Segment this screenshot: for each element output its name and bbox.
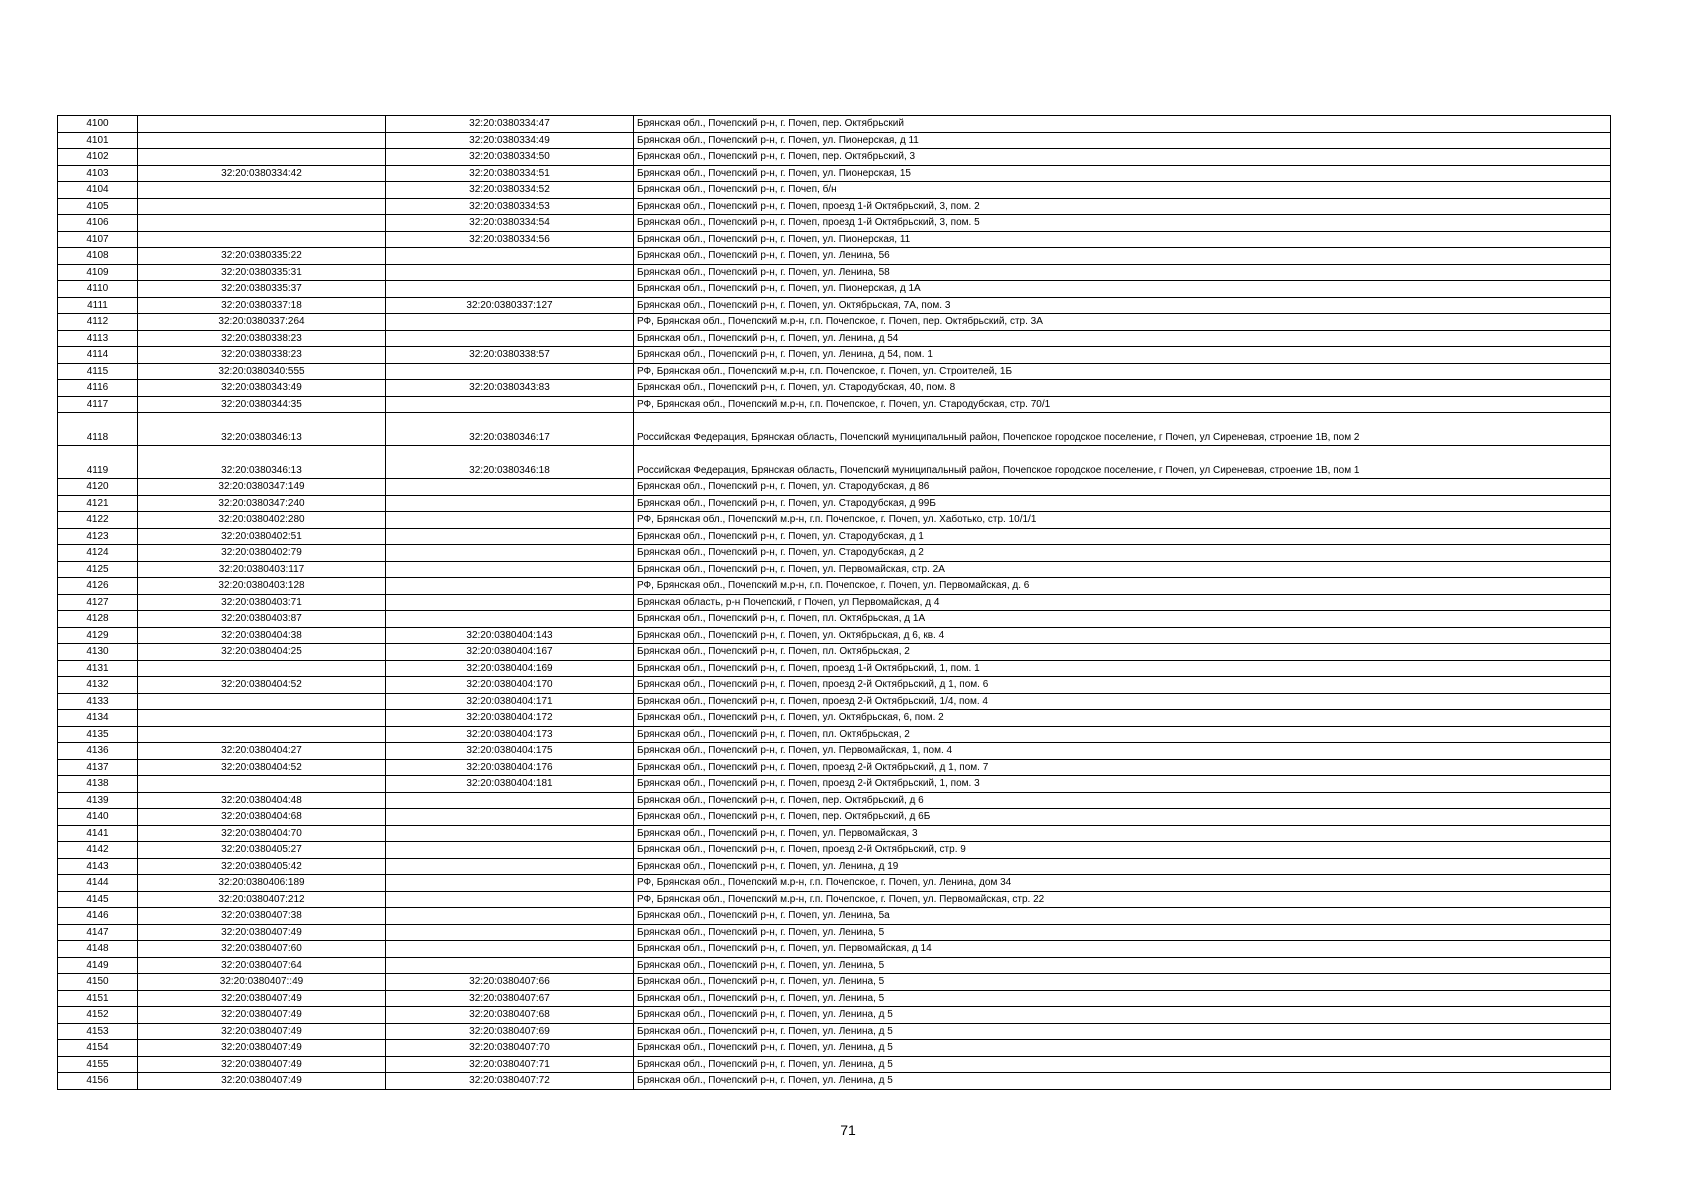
land-cadastral-number-cell: 32:20:0380407:49 — [138, 1073, 386, 1090]
table-row — [58, 792, 1611, 809]
land-cadastral-number-cell: 32:20:0380403:71 — [138, 594, 386, 611]
table-row — [58, 776, 1611, 793]
row-number-cell: 4138 — [58, 776, 138, 793]
table-row — [58, 627, 1611, 644]
row-number-cell: 4110 — [58, 281, 138, 298]
table-row — [58, 528, 1611, 545]
land-cadastral-number-cell: 32:20:0380407:49 — [138, 924, 386, 941]
table-row — [58, 297, 1611, 314]
row-number-cell: 4112 — [58, 314, 138, 331]
row-number-cell: 4144 — [58, 875, 138, 892]
building-cadastral-number-cell: 32:20:0380407:68 — [386, 1007, 634, 1024]
table-row — [58, 561, 1611, 578]
land-cadastral-number-cell: 32:20:0380338:23 — [138, 330, 386, 347]
land-cadastral-number-cell: 32:20:0380334:42 — [138, 165, 386, 182]
address-cell: РФ, Брянская обл., Почепский м.р-н, г.п. Почепское, г. Почеп, ул. Первомайская, д. 6 — [634, 578, 1611, 595]
row-number-cell: 4125 — [58, 561, 138, 578]
address-cell: Брянская обл., Почепский р-н, г. Почеп, ул. Ленина, д 5 — [634, 1073, 1611, 1090]
table-row — [58, 1007, 1611, 1024]
land-cadastral-number-cell: 32:20:0380402:51 — [138, 528, 386, 545]
land-cadastral-number-cell: 32:20:0380403:87 — [138, 611, 386, 628]
land-cadastral-number-cell — [138, 182, 386, 199]
building-cadastral-number-cell: 32:20:0380334:49 — [386, 132, 634, 149]
table-row — [58, 875, 1611, 892]
land-cadastral-number-cell: 32:20:0380335:22 — [138, 248, 386, 265]
address-cell: Брянская обл., Почепский р-н, г. Почеп, б/н — [634, 182, 1611, 199]
building-cadastral-number-cell: 32:20:0380404:169 — [386, 660, 634, 677]
table-row — [58, 594, 1611, 611]
table-row — [58, 644, 1611, 661]
land-cadastral-number-cell: 32:20:0380407:64 — [138, 957, 386, 974]
row-number-cell: 4134 — [58, 710, 138, 727]
address-cell: Брянская обл., Почепский р-н, г. Почеп, ул. Стародубская, 40, пом. 8 — [634, 380, 1611, 397]
building-cadastral-number-cell: 32:20:0380407:72 — [386, 1073, 634, 1090]
table-row — [58, 1023, 1611, 1040]
page-number: 71 — [840, 1122, 856, 1138]
building-cadastral-number-cell — [386, 611, 634, 628]
table-row — [58, 512, 1611, 529]
address-cell: Брянская обл., Почепский р-н, г. Почеп, ул. Стародубская, д 86 — [634, 479, 1611, 496]
table-row — [58, 1073, 1611, 1090]
address-cell: Российская Федерация, Брянская область, Почепский муниципальный район, Почепское городское поселение, г Почеп, ул Сиреневая, строение 1В, пом 1 — [634, 446, 1611, 479]
row-number-cell: 4127 — [58, 594, 138, 611]
address-cell: Брянская обл., Почепский р-н, г. Почеп, ул. Ленина, 56 — [634, 248, 1611, 265]
land-cadastral-number-cell: 32:20:0380407:49 — [138, 1056, 386, 1073]
land-cadastral-number-cell: 32:20:0380344:35 — [138, 396, 386, 413]
table-row — [58, 842, 1611, 859]
building-cadastral-number-cell — [386, 545, 634, 562]
building-cadastral-number-cell: 32:20:0380404:172 — [386, 710, 634, 727]
row-number-cell: 4130 — [58, 644, 138, 661]
building-cadastral-number-cell — [386, 396, 634, 413]
address-cell: Брянская обл., Почепский р-н, г. Почеп, ул. Ленина, д 19 — [634, 858, 1611, 875]
address-cell: Брянская обл., Почепский р-н, г. Почеп, пер. Октябрьский, д 6Б — [634, 809, 1611, 826]
table-row — [58, 941, 1611, 958]
land-cadastral-number-cell: 32:20:0380407:60 — [138, 941, 386, 958]
building-cadastral-number-cell: 32:20:0380334:51 — [386, 165, 634, 182]
table-row — [58, 660, 1611, 677]
address-cell: Брянская обл., Почепский р-н, г. Почеп, пл. Октябрьская, 2 — [634, 726, 1611, 743]
building-cadastral-number-cell — [386, 792, 634, 809]
address-cell: Брянская обл., Почепский р-н, г. Почеп, проезд 2-й Октябрьский, 1/4, пом. 4 — [634, 693, 1611, 710]
row-number-cell: 4152 — [58, 1007, 138, 1024]
address-cell: Брянская область, р-н Почепский, г Почеп, ул Первомайская, д 4 — [634, 594, 1611, 611]
address-cell: Брянская обл., Почепский р-н, г. Почеп, ул. Ленина, д 5 — [634, 1023, 1611, 1040]
row-number-cell: 4155 — [58, 1056, 138, 1073]
table-row — [58, 248, 1611, 265]
building-cadastral-number-cell: 32:20:0380404:143 — [386, 627, 634, 644]
land-cadastral-number-cell: 32:20:0380403:128 — [138, 578, 386, 595]
land-cadastral-number-cell: 32:20:0380407::49 — [138, 974, 386, 991]
row-number-cell: 4150 — [58, 974, 138, 991]
address-cell: Брянская обл., Почепский р-н, г. Почеп, ул. Ленина, 5а — [634, 908, 1611, 925]
land-cadastral-number-cell: 32:20:0380343:49 — [138, 380, 386, 397]
building-cadastral-number-cell — [386, 594, 634, 611]
land-cadastral-number-cell: 32:20:0380405:42 — [138, 858, 386, 875]
table-row — [58, 759, 1611, 776]
address-cell: Российская Федерация, Брянская область, Почепский муниципальный район, Почепское городское поселение, г Почеп, ул Сиреневая, строение 1В, пом 2 — [634, 413, 1611, 446]
row-number-cell: 4154 — [58, 1040, 138, 1057]
land-cadastral-number-cell — [138, 132, 386, 149]
land-cadastral-number-cell: 32:20:0380404:52 — [138, 677, 386, 694]
land-cadastral-number-cell: 32:20:0380346:13 — [138, 446, 386, 479]
building-cadastral-number-cell: 32:20:0380404:173 — [386, 726, 634, 743]
land-cadastral-number-cell: 32:20:0380347:149 — [138, 479, 386, 496]
land-cadastral-number-cell: 32:20:0380335:31 — [138, 264, 386, 281]
land-cadastral-number-cell: 32:20:0380404:38 — [138, 627, 386, 644]
land-cadastral-number-cell: 32:20:0380407:49 — [138, 990, 386, 1007]
row-number-cell: 4148 — [58, 941, 138, 958]
land-cadastral-number-cell: 32:20:0380404:27 — [138, 743, 386, 760]
address-cell: Брянская обл., Почепский р-н, г. Почеп, ул. Стародубская, д 1 — [634, 528, 1611, 545]
table-row — [58, 990, 1611, 1007]
table-row — [58, 545, 1611, 562]
building-cadastral-number-cell — [386, 363, 634, 380]
address-cell: Брянская обл., Почепский р-н, г. Почеп, пл. Октябрьская, 2 — [634, 644, 1611, 661]
table-row — [58, 165, 1611, 182]
address-cell: Брянская обл., Почепский р-н, г. Почеп, ул. Пионерская, 11 — [634, 231, 1611, 248]
row-number-cell: 4132 — [58, 677, 138, 694]
address-cell: Брянская обл., Почепский р-н, г. Почеп, ул. Пионерская, д 1А — [634, 281, 1611, 298]
building-cadastral-number-cell: 32:20:0380407:70 — [386, 1040, 634, 1057]
building-cadastral-number-cell: 32:20:0380404:170 — [386, 677, 634, 694]
table-row — [58, 611, 1611, 628]
address-cell: Брянская обл., Почепский р-н, г. Почеп, ул. Октябрьская, 6, пом. 2 — [634, 710, 1611, 727]
table-row — [58, 198, 1611, 215]
row-number-cell: 4100 — [58, 116, 138, 133]
row-number-cell: 4145 — [58, 891, 138, 908]
row-number-cell: 4124 — [58, 545, 138, 562]
table-row — [58, 330, 1611, 347]
table-row — [58, 891, 1611, 908]
building-cadastral-number-cell: 32:20:0380404:171 — [386, 693, 634, 710]
building-cadastral-number-cell — [386, 957, 634, 974]
table-row — [58, 693, 1611, 710]
land-cadastral-number-cell: 32:20:0380404:48 — [138, 792, 386, 809]
address-cell: Брянская обл., Почепский р-н, г. Почеп, ул. Ленина, д 5 — [634, 1007, 1611, 1024]
address-cell: РФ, Брянская обл., Почепский м.р-н, г.п. Почепское, г. Почеп, ул. Строителей, 1Б — [634, 363, 1611, 380]
row-number-cell: 4120 — [58, 479, 138, 496]
address-cell: Брянская обл., Почепский р-н, г. Почеп, ул. Первомайская, стр. 2А — [634, 561, 1611, 578]
land-cadastral-number-cell: 32:20:0380403:117 — [138, 561, 386, 578]
table-row — [58, 858, 1611, 875]
building-cadastral-number-cell: 32:20:0380343:83 — [386, 380, 634, 397]
table-row — [58, 1056, 1611, 1073]
building-cadastral-number-cell: 32:20:0380407:69 — [386, 1023, 634, 1040]
table-row — [58, 1040, 1611, 1057]
building-cadastral-number-cell — [386, 528, 634, 545]
building-cadastral-number-cell: 32:20:0380404:181 — [386, 776, 634, 793]
registry-table-body — [58, 116, 1611, 1090]
row-number-cell: 4136 — [58, 743, 138, 760]
address-cell: РФ, Брянская обл., Почепский м.р-н, г.п. Почепское, г. Почеп, ул. Первомайская, стр. 22 — [634, 891, 1611, 908]
document-page — [57, 115, 1610, 1090]
row-number-cell: 4126 — [58, 578, 138, 595]
row-number-cell: 4128 — [58, 611, 138, 628]
row-number-cell: 4111 — [58, 297, 138, 314]
row-number-cell: 4149 — [58, 957, 138, 974]
land-cadastral-number-cell: 32:20:0380402:280 — [138, 512, 386, 529]
row-number-cell: 4140 — [58, 809, 138, 826]
row-number-cell: 4113 — [58, 330, 138, 347]
row-number-cell: 4119 — [58, 446, 138, 479]
building-cadastral-number-cell: 32:20:0380346:17 — [386, 413, 634, 446]
land-cadastral-number-cell — [138, 215, 386, 232]
row-number-cell: 4104 — [58, 182, 138, 199]
address-cell: Брянская обл., Почепский р-н, г. Почеп, ул. Ленина, 58 — [634, 264, 1611, 281]
address-cell: Брянская обл., Почепский р-н, г. Почеп, ул. Ленина, д 54 — [634, 330, 1611, 347]
address-cell: Брянская обл., Почепский р-н, г. Почеп, проезд 2-й Октябрьский, д 1, пом. 7 — [634, 759, 1611, 776]
table-row — [58, 974, 1611, 991]
building-cadastral-number-cell — [386, 512, 634, 529]
table-row — [58, 446, 1611, 479]
building-cadastral-number-cell — [386, 908, 634, 925]
row-number-cell: 4103 — [58, 165, 138, 182]
building-cadastral-number-cell: 32:20:0380334:52 — [386, 182, 634, 199]
building-cadastral-number-cell — [386, 578, 634, 595]
building-cadastral-number-cell: 32:20:0380404:176 — [386, 759, 634, 776]
building-cadastral-number-cell: 32:20:0380407:66 — [386, 974, 634, 991]
building-cadastral-number-cell: 32:20:0380337:127 — [386, 297, 634, 314]
row-number-cell: 4151 — [58, 990, 138, 1007]
table-row — [58, 413, 1611, 446]
address-cell: РФ, Брянская обл., Почепский м.р-н, г.п. Почепское, г. Почеп, ул. Стародубская, стр. 70/1 — [634, 396, 1611, 413]
land-cadastral-number-cell — [138, 660, 386, 677]
address-cell: Брянская обл., Почепский р-н, г. Почеп, ул. Первомайская, 3 — [634, 825, 1611, 842]
address-cell: Брянская обл., Почепский р-н, г. Почеп, ул. Ленина, 5 — [634, 974, 1611, 991]
building-cadastral-number-cell — [386, 825, 634, 842]
table-row — [58, 116, 1611, 133]
row-number-cell: 4147 — [58, 924, 138, 941]
address-cell: Брянская обл., Почепский р-н, г. Почеп, ул. Ленина, 5 — [634, 924, 1611, 941]
row-number-cell: 4122 — [58, 512, 138, 529]
row-number-cell: 4129 — [58, 627, 138, 644]
land-cadastral-number-cell: 32:20:0380346:13 — [138, 413, 386, 446]
row-number-cell: 4101 — [58, 132, 138, 149]
table-row — [58, 363, 1611, 380]
building-cadastral-number-cell: 32:20:0380404:175 — [386, 743, 634, 760]
row-number-cell: 4117 — [58, 396, 138, 413]
table-row — [58, 215, 1611, 232]
building-cadastral-number-cell — [386, 264, 634, 281]
row-number-cell: 4114 — [58, 347, 138, 364]
building-cadastral-number-cell — [386, 809, 634, 826]
land-cadastral-number-cell: 32:20:0380404:70 — [138, 825, 386, 842]
building-cadastral-number-cell — [386, 941, 634, 958]
building-cadastral-number-cell: 32:20:0380346:18 — [386, 446, 634, 479]
land-cadastral-number-cell — [138, 710, 386, 727]
building-cadastral-number-cell — [386, 875, 634, 892]
address-cell: Брянская обл., Почепский р-н, г. Почеп, пер. Октябрьский — [634, 116, 1611, 133]
row-number-cell: 4141 — [58, 825, 138, 842]
address-cell: Брянская обл., Почепский р-н, г. Почеп, ул. Пионерская, 15 — [634, 165, 1611, 182]
address-cell: РФ, Брянская обл., Почепский м.р-н, г.п. Почепское, г. Почеп, пер. Октябрьский, стр. 3А — [634, 314, 1611, 331]
address-cell: Брянская обл., Почепский р-н, г. Почеп, ул. Ленина, д 5 — [634, 1040, 1611, 1057]
table-row — [58, 182, 1611, 199]
row-number-cell: 4109 — [58, 264, 138, 281]
table-row — [58, 264, 1611, 281]
address-cell: Брянская обл., Почепский р-н, г. Почеп, проезд 1-й Октябрьский, 3, пом. 5 — [634, 215, 1611, 232]
land-cadastral-number-cell: 32:20:0380407:212 — [138, 891, 386, 908]
land-cadastral-number-cell — [138, 776, 386, 793]
row-number-cell: 4115 — [58, 363, 138, 380]
building-cadastral-number-cell — [386, 891, 634, 908]
land-cadastral-number-cell: 32:20:0380347:240 — [138, 495, 386, 512]
table-row — [58, 347, 1611, 364]
building-cadastral-number-cell — [386, 314, 634, 331]
building-cadastral-number-cell: 32:20:0380407:67 — [386, 990, 634, 1007]
land-cadastral-number-cell: 32:20:0380407:49 — [138, 1007, 386, 1024]
address-cell: Брянская обл., Почепский р-н, г. Почеп, ул. Ленина, 5 — [634, 957, 1611, 974]
row-number-cell: 4135 — [58, 726, 138, 743]
row-number-cell: 4105 — [58, 198, 138, 215]
building-cadastral-number-cell — [386, 561, 634, 578]
land-cadastral-number-cell: 32:20:0380405:27 — [138, 842, 386, 859]
table-row — [58, 809, 1611, 826]
address-cell: РФ, Брянская обл., Почепский м.р-н, г.п. Почепское, г. Почеп, ул. Хаботько, стр. 10/1/1 — [634, 512, 1611, 529]
building-cadastral-number-cell — [386, 330, 634, 347]
table-row — [58, 231, 1611, 248]
building-cadastral-number-cell — [386, 495, 634, 512]
building-cadastral-number-cell — [386, 479, 634, 496]
land-cadastral-number-cell: 32:20:0380406:189 — [138, 875, 386, 892]
address-cell: Брянская обл., Почепский р-н, г. Почеп, ул. Ленина, 5 — [634, 990, 1611, 1007]
table-row — [58, 957, 1611, 974]
address-cell: Брянская обл., Почепский р-н, г. Почеп, ул. Ленина, д 5 — [634, 1056, 1611, 1073]
row-number-cell: 4107 — [58, 231, 138, 248]
table-row — [58, 380, 1611, 397]
land-cadastral-number-cell — [138, 198, 386, 215]
table-row — [58, 825, 1611, 842]
table-row — [58, 726, 1611, 743]
building-cadastral-number-cell — [386, 858, 634, 875]
building-cadastral-number-cell: 32:20:0380404:167 — [386, 644, 634, 661]
land-cadastral-number-cell: 32:20:0380404:25 — [138, 644, 386, 661]
land-cadastral-number-cell: 32:20:0380407:49 — [138, 1040, 386, 1057]
building-cadastral-number-cell: 32:20:0380334:54 — [386, 215, 634, 232]
registry-table — [57, 115, 1611, 1090]
row-number-cell: 4118 — [58, 413, 138, 446]
row-number-cell: 4133 — [58, 693, 138, 710]
address-cell: Брянская обл., Почепский р-н, г. Почеп, проезд 2-й Октябрьский, д 1, пом. 6 — [634, 677, 1611, 694]
row-number-cell: 4106 — [58, 215, 138, 232]
address-cell: Брянская обл., Почепский р-н, г. Почеп, ул. Стародубская, д 99Б — [634, 495, 1611, 512]
land-cadastral-number-cell: 32:20:0380335:37 — [138, 281, 386, 298]
address-cell: Брянская обл., Почепский р-н, г. Почеп, проезд 1-й Октябрьский, 1, пом. 1 — [634, 660, 1611, 677]
land-cadastral-number-cell: 32:20:0380404:52 — [138, 759, 386, 776]
address-cell: Брянская обл., Почепский р-н, г. Почеп, пл. Октябрьская, д 1А — [634, 611, 1611, 628]
row-number-cell: 4131 — [58, 660, 138, 677]
building-cadastral-number-cell — [386, 842, 634, 859]
land-cadastral-number-cell — [138, 116, 386, 133]
row-number-cell: 4143 — [58, 858, 138, 875]
row-number-cell: 4116 — [58, 380, 138, 397]
row-number-cell: 4156 — [58, 1073, 138, 1090]
address-cell: Брянская обл., Почепский р-н, г. Почеп, ул. Первомайская, 1, пом. 4 — [634, 743, 1611, 760]
row-number-cell: 4139 — [58, 792, 138, 809]
row-number-cell: 4146 — [58, 908, 138, 925]
building-cadastral-number-cell: 32:20:0380338:57 — [386, 347, 634, 364]
row-number-cell: 4123 — [58, 528, 138, 545]
row-number-cell: 4108 — [58, 248, 138, 265]
address-cell: Брянская обл., Почепский р-н, г. Почеп, ул. Ленина, д 54, пом. 1 — [634, 347, 1611, 364]
row-number-cell: 4142 — [58, 842, 138, 859]
land-cadastral-number-cell: 32:20:0380402:79 — [138, 545, 386, 562]
table-row — [58, 924, 1611, 941]
land-cadastral-number-cell: 32:20:0380338:23 — [138, 347, 386, 364]
row-number-cell: 4137 — [58, 759, 138, 776]
table-row — [58, 314, 1611, 331]
row-number-cell: 4121 — [58, 495, 138, 512]
table-row — [58, 908, 1611, 925]
address-cell: Брянская обл., Почепский р-н, г. Почеп, ул. Первомайская, д 14 — [634, 941, 1611, 958]
address-cell: Брянская обл., Почепский р-н, г. Почеп, ул. Стародубская, д 2 — [634, 545, 1611, 562]
building-cadastral-number-cell — [386, 281, 634, 298]
table-row — [58, 132, 1611, 149]
building-cadastral-number-cell: 32:20:0380334:53 — [386, 198, 634, 215]
table-row — [58, 495, 1611, 512]
building-cadastral-number-cell: 32:20:0380334:56 — [386, 231, 634, 248]
table-row — [58, 149, 1611, 166]
address-cell: Брянская обл., Почепский р-н, г. Почеп, ул. Пионерская, д 11 — [634, 132, 1611, 149]
address-cell: Брянская обл., Почепский р-н, г. Почеп, проезд 1-й Октябрьский, 3, пом. 2 — [634, 198, 1611, 215]
address-cell: Брянская обл., Почепский р-н, г. Почеп, ул. Октябрьская, д 6, кв. 4 — [634, 627, 1611, 644]
row-number-cell: 4153 — [58, 1023, 138, 1040]
table-row — [58, 578, 1611, 595]
land-cadastral-number-cell: 32:20:0380407:38 — [138, 908, 386, 925]
land-cadastral-number-cell: 32:20:0380404:68 — [138, 809, 386, 826]
land-cadastral-number-cell — [138, 231, 386, 248]
table-row — [58, 281, 1611, 298]
land-cadastral-number-cell — [138, 149, 386, 166]
building-cadastral-number-cell: 32:20:0380407:71 — [386, 1056, 634, 1073]
table-row — [58, 396, 1611, 413]
land-cadastral-number-cell — [138, 726, 386, 743]
building-cadastral-number-cell — [386, 924, 634, 941]
address-cell: Брянская обл., Почепский р-н, г. Почеп, пер. Октябрьский, 3 — [634, 149, 1611, 166]
address-cell: Брянская обл., Почепский р-н, г. Почеп, пер. Октябрьский, д 6 — [634, 792, 1611, 809]
land-cadastral-number-cell — [138, 693, 386, 710]
land-cadastral-number-cell: 32:20:0380337:264 — [138, 314, 386, 331]
table-row — [58, 743, 1611, 760]
table-row — [58, 677, 1611, 694]
land-cadastral-number-cell: 32:20:0380340:555 — [138, 363, 386, 380]
building-cadastral-number-cell: 32:20:0380334:50 — [386, 149, 634, 166]
land-cadastral-number-cell: 32:20:0380337:18 — [138, 297, 386, 314]
building-cadastral-number-cell: 32:20:0380334:47 — [386, 116, 634, 133]
building-cadastral-number-cell — [386, 248, 634, 265]
address-cell: Брянская обл., Почепский р-н, г. Почеп, ул. Октябрьская, 7А, пом. 3 — [634, 297, 1611, 314]
table-row — [58, 710, 1611, 727]
address-cell: Брянская обл., Почепский р-н, г. Почеп, проезд 2-й Октябрьский, стр. 9 — [634, 842, 1611, 859]
address-cell: РФ, Брянская обл., Почепский м.р-н, г.п. Почепское, г. Почеп, ул. Ленина, дом 34 — [634, 875, 1611, 892]
row-number-cell: 4102 — [58, 149, 138, 166]
land-cadastral-number-cell: 32:20:0380407:49 — [138, 1023, 386, 1040]
address-cell: Брянская обл., Почепский р-н, г. Почеп, проезд 2-й Октябрьский, 1, пом. 3 — [634, 776, 1611, 793]
table-row — [58, 479, 1611, 496]
